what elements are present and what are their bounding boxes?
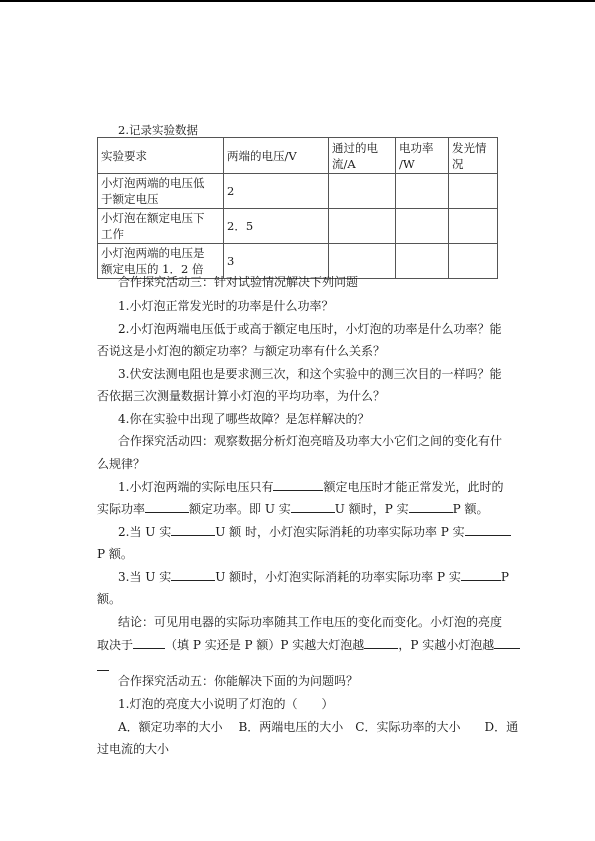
row-glow: [449, 244, 498, 279]
row-current: [329, 209, 396, 244]
activity3-q2-line1: 2.小灯泡两端电压低于或高于额定电压时，小灯泡的功率是什么功率？能: [118, 322, 502, 336]
row-requirement: 小灯泡两端的电压是 额定电压的 1．2 倍: [98, 244, 224, 279]
row-requirement: 小灯泡两端的电压低 于额定电压: [98, 174, 224, 209]
blank-field: [145, 500, 189, 513]
row-voltage: 2: [224, 174, 329, 209]
page-top-rule: [0, 0, 595, 2]
header-voltage: 两端的电压/V: [224, 138, 329, 174]
activity3-q4: 4.你在实验中出现了哪些故障？是怎样解决的？: [118, 412, 370, 426]
activity5-options-line1: A．额定功率的大小 B．两端电压的大小 C．实际功率的大小 D．通: [118, 720, 519, 734]
row-glow: [449, 174, 498, 209]
activity3-q3-line2: 否依据三次测量数据计算小灯泡的平均功率，为什么？: [97, 389, 386, 403]
activity4-p2-line2: P 额。: [97, 547, 133, 561]
activity4-p1-line2: 实际功率 额定功率。即 U 实 U 额时，P 实 P 额。: [97, 502, 489, 516]
row-power: [396, 174, 449, 209]
header-requirement: 实验要求: [98, 138, 224, 174]
activity5-q1: 1.灯泡的亮度大小说明了灯泡的（ ）: [118, 697, 334, 711]
row-voltage: 2．5: [224, 209, 329, 244]
blank-field: [291, 500, 335, 513]
row-power: [396, 244, 449, 279]
header-current: 通过的电 流/A: [329, 138, 396, 174]
activity5-options-line2: 过电流的大小: [97, 742, 170, 756]
blank-field: [97, 658, 109, 671]
conclusion-line2: 取决于 （填 P 实还是 P 额）P 实越大灯泡越 ，P 实越小灯泡越: [97, 636, 520, 653]
blank-field: [465, 523, 511, 536]
table-row: [98, 174, 498, 209]
row-power: [396, 209, 449, 244]
activity4-p3-line2: 额。: [97, 592, 122, 606]
header-glow: 发光情 况: [449, 138, 498, 174]
activity3-q1: 1.小灯泡正常发光时的功率是什么功率？: [118, 299, 334, 313]
row-current: [329, 174, 396, 209]
activity5-heading: 合作探究活动五：你能解决下面的为问题吗？: [118, 674, 359, 688]
conclusion-line1: 结论：可见用电器的实际功率随其工作电压的变化而变化。小灯泡的亮度: [118, 615, 503, 629]
blank-field: [494, 636, 520, 649]
activity4-heading-line2: 么规律？: [97, 457, 146, 471]
table-header-row: [98, 138, 498, 174]
section-title: 2.记录实验数据: [118, 123, 198, 137]
data-table: [97, 137, 498, 279]
blank-field: [409, 500, 453, 513]
row-requirement: 小灯泡在额定电压下 工作: [98, 209, 224, 244]
blank-field: [364, 636, 398, 649]
blank-field: [171, 568, 215, 581]
conclusion-line3: [97, 658, 109, 674]
activity4-p3-line1: 3.当 U 实 U 额时，小灯泡实际消耗的功率实际功率 P 实 P: [118, 570, 509, 584]
row-glow: [449, 209, 498, 244]
header-power: 电功率 /W: [396, 138, 449, 174]
blank-field: [273, 478, 323, 491]
blank-field: [461, 568, 501, 581]
activity3-q3-line1: 3.伏安法测电阻也是要求测三次，和这个实验中的测三次目的一样吗？能: [118, 367, 502, 381]
activity3-q2-line2: 否说这是小灯泡的额定功率？与额定功率有什么关系？: [97, 344, 386, 358]
activity4-p2-line1: 2.当 U 实 U 额 时，小灯泡实际消耗的功率实际功率 P 实: [118, 523, 511, 540]
blank-field: [133, 636, 165, 649]
activity3-heading: 合作探究活动三：针对试验情况解决下列问题: [118, 275, 359, 289]
activity4-heading-line1: 合作探究活动四：观察数据分析灯泡亮暗及功率大小它们之间的变化有什: [118, 434, 503, 448]
row-voltage: 3: [224, 244, 329, 279]
activity4-p1-line1: 1.小灯泡两端的实际电压只有 额定电压时才能正常发光，此时的: [118, 480, 504, 494]
table-row: [98, 209, 498, 244]
blank-field: [171, 523, 215, 536]
